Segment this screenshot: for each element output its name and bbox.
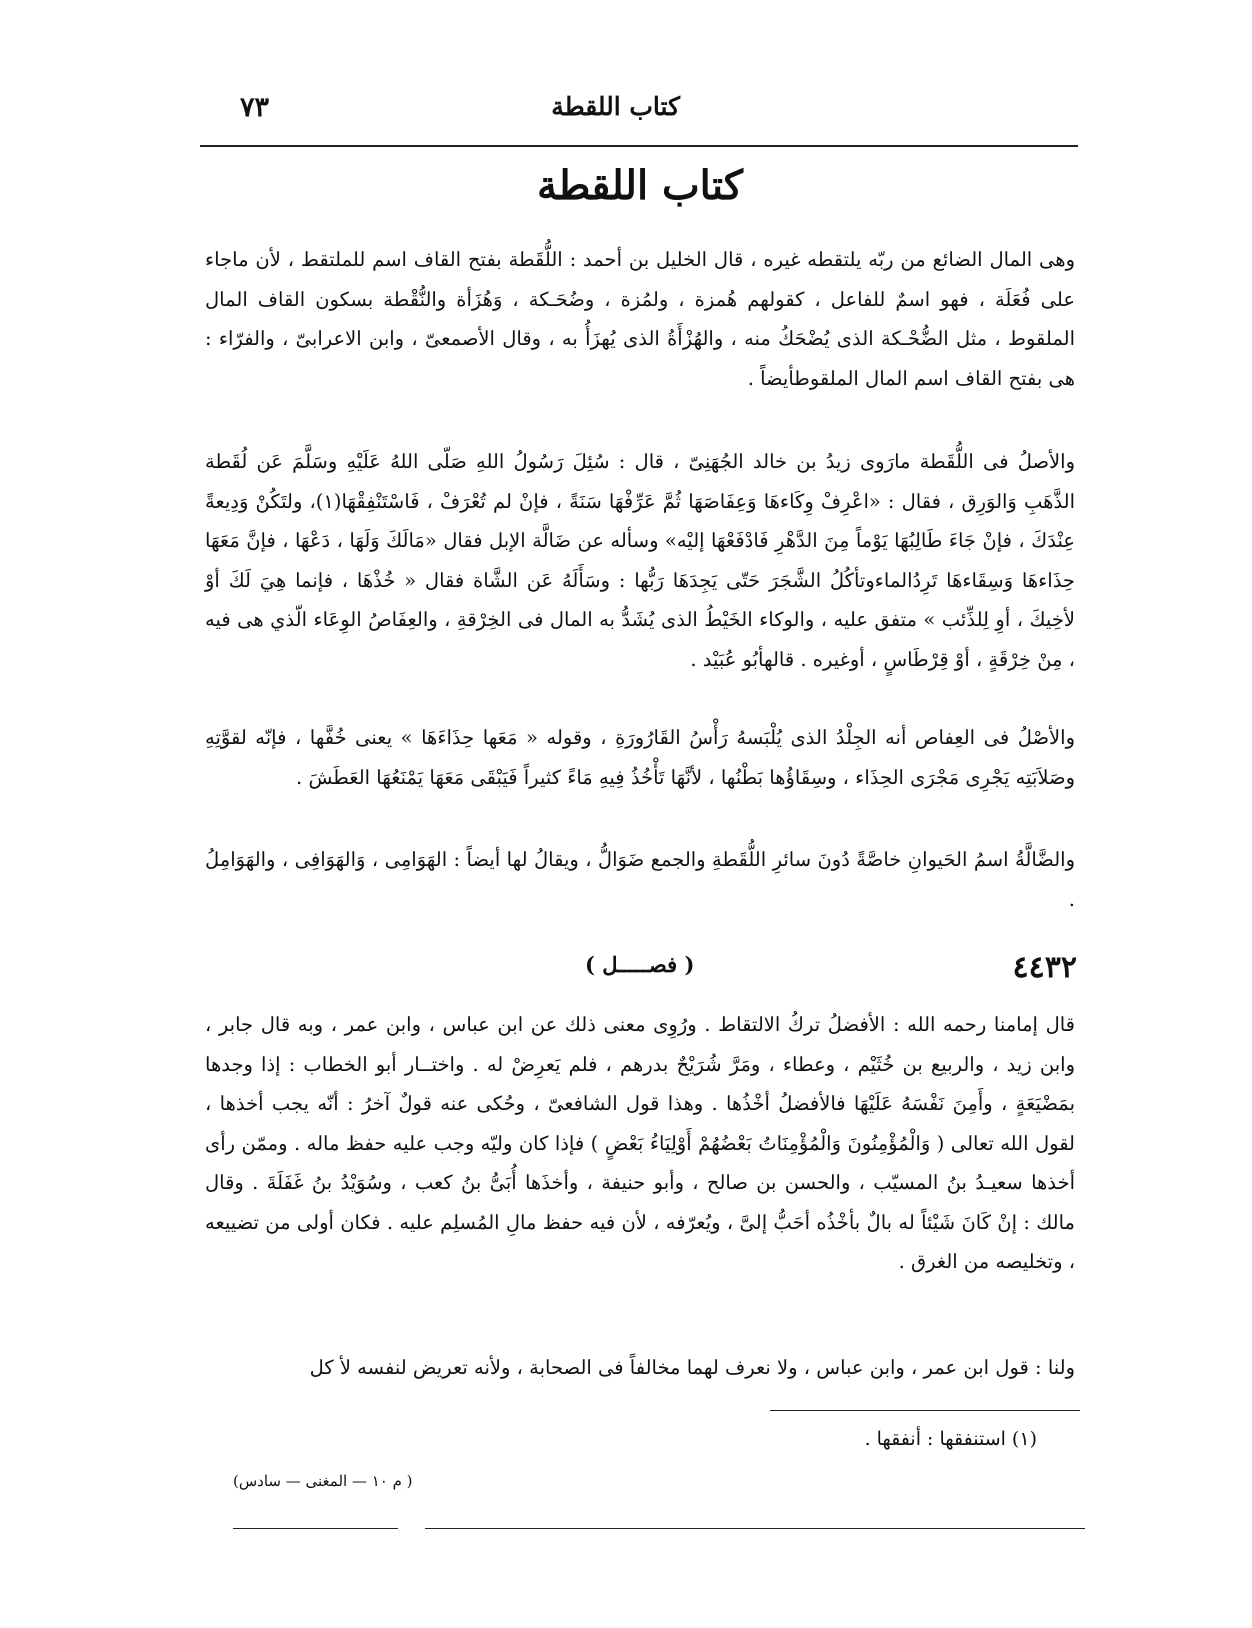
signature-mark: ( م ١٠ — المغنى — سادس) — [233, 1472, 413, 1490]
paragraph-dalla — [205, 840, 1075, 919]
running-head — [200, 92, 1070, 142]
paragraph-text: والأصْلُ فى العِفاص أنه الجِلْدُ الذى يُلْبَسهُ رَأْسُ القَارُورَةِ ، وقوله « مَعَها حِذَاءَهَا » يعنى خُفَّها ، فإنّه لقوَّتِهِ وصَلاَبَتِه يَجْرِى مَجْرَى الحِذَاء ، وسِقَاؤُها بَطْنُها ، لأنَّهَا تَأْخُذُ فِيهِ مَاءً كثيراً فَيَبْقَى مَعَهَا يَمْنَعُهَا العَطَشَ . — [205, 726, 1075, 789]
bottom-rule — [425, 1528, 1085, 1529]
paragraph-argument — [205, 1348, 1075, 1388]
header-rule — [200, 145, 1078, 147]
section-label: ( فصـــــل ) — [585, 952, 695, 977]
paragraph-ifas — [205, 718, 1075, 797]
paragraph-hadith — [205, 442, 1075, 679]
paragraph-text: وهى المال الضائع من ربّه يلتقطه غيره ، قال الخليل بن أحمد : اللُّقَطة بفتح القاف اسم للملتقط ، لأن ماجاء على فُعَلَة ، فهو اسمٌ للفاعل ، كقولهم هُمزة ، ولمُزة ، وضُحَـكة ، وَهُزَأة والنُّقْطة بسكون القاف المال الملقوط ، مثل الضُّحْـكة الذى يُضْحَكُ منه ، والهُزْأَةُ الذى يُهزَأُ به ، وقال الأصمعىّ ، وابن الاعرابىّ ، والفرّاء : هى بفتح القاف اسم المال الملقوطأيضاً . — [205, 248, 1075, 390]
paragraph-ruling — [205, 1005, 1075, 1282]
chapter-title: كتاب اللقطة — [537, 162, 743, 209]
paragraph-text: قال إمامنا رحمه الله : الأفضلُ تركُ الالتقاط . ورُوِى معنى ذلك عن ابن عباس ، وابن عمر ، وبه قال جابر ، وابن زيد ، والربيع بن خُثَيْم ، وعطاء ، ومَرَّ شُرَيْحٌ بدرهم ، فلم يَعرِضْ له . واختــار أبو الخطاب : إذا وجدها بمَضْيَعَةٍ ، وأَمِنَ نَفْسَهُ عَلَيْهَا فالأفضلُ أخْذُها . وهذا قول الشافعىّ ، وحُكى عنه قولٌ آخرُ : أنّه يجب أخذها ، لقول الله تعالى ( وَالْمُؤْمِنُونَ وَالْمُؤْمِنَاتُ بَعْضُهُمْ أَوْلِيَاءُ بَعْضٍ ) فإذا كان وليّه وجب عليه حفظ ماله . وممّن رأى أخذها سعيـدُ بنُ المسيّب ، والحسن بن صالح ، وأبو حنيفة ، وأخذَها أُبَىُّ بنُ كعب ، وسُوَيْدُ بنُ غَفَلَةَ . وقال مالك : إنْ كَانَ شَيْئاً له بالٌ بأخْذُه أحَبُّ إلىَّ ، ويُعرّفه ، لأن فيه حفظ مالِ المُسلِم عليه . فكان أولى من تضييعه ، وتخليصه من الغرق . — [205, 1013, 1075, 1273]
paragraph-text: والضَّالَّةُ اسمُ الحَيوانِ خاصَّةً دُونَ سائرِ اللُّقَطةِ والجمع ضَوَالُّ ، ويقالُ لها أيضاً : الهَوَامِى ، وَالهَوَافِى ، والهَوَامِلُ . — [205, 848, 1075, 911]
paragraph-definition — [205, 240, 1075, 398]
footnote: (١) استنفقها : أنفقها . — [864, 1428, 1037, 1450]
paragraph-text: ولنا : قول ابن عمر ، وابن عباس ، ولا نعرف لهما مخالفاً فى الصحابة ، ولأنه تعريض لنفسه لأ كل — [309, 1356, 1075, 1379]
section-heading — [215, 952, 1075, 996]
bottom-rule — [233, 1528, 398, 1529]
running-title: كتاب اللقطة — [551, 92, 680, 121]
footnote-rule — [770, 1410, 1080, 1411]
section-number: ٤٤٣٢ — [1012, 950, 1077, 985]
paragraph-text: والأصلُ فى اللُّقَطة مارَوى زيدُ بن خالد الجُهَنِىّ ، قال : سُئِلَ رَسُولُ اللهِ صَلّى اللهُ عَلَيْهِ وسَلَّمَ عَن لُقَطة الذَّهَبِ وَالوَرِق ، فقال : «اعْرِفْ وِكَاءهَا وَعِفَاصَهَا ثُمَّ عَرِّفْهَا سَنَةً ، فإنْ لم تُعْرَفْ ، فَاسْتَنْفِقْهَا(١)، ولتَكُنْ وَدِيعةً عِنْدَكَ ، فإنْ جَاءَ طَالِبُهَا يَوْماً مِنَ الدَّهْرِ فَادْفَعْهَا إليْه» وسأله عن ضَالَّة الإبل فقال «مَالَكَ وَلَهَا ، دَعْهَا ، فإنَّ مَعَهَا حِذَاءهَا وَسِقَاءهَا تَرِدُالماءوتأكُلُ الشَّجَرَ حَتّى يَجِدَهَا رَبُّها : وسَأَلَهُ عَن الشَّاة فقال « خُذْهَا ، فإنما هِيَ لَكَ أوْ لأخِيكَ ، أوِ لِلذِّئب » متفق عليه ، والوكاء الخَيْطُ الذى يُشَدُّ به المال فى الخِرْقةِ ، والعِفَاصُ الوِعَاء الّذي هى فيه ، مِنْ خِرْقَةٍ ، أوْ قِرْطَاسٍ ، أوغيره . قالهأبُو عُبَيْد . — [205, 450, 1075, 671]
page-number: ٧٣ — [240, 92, 270, 123]
